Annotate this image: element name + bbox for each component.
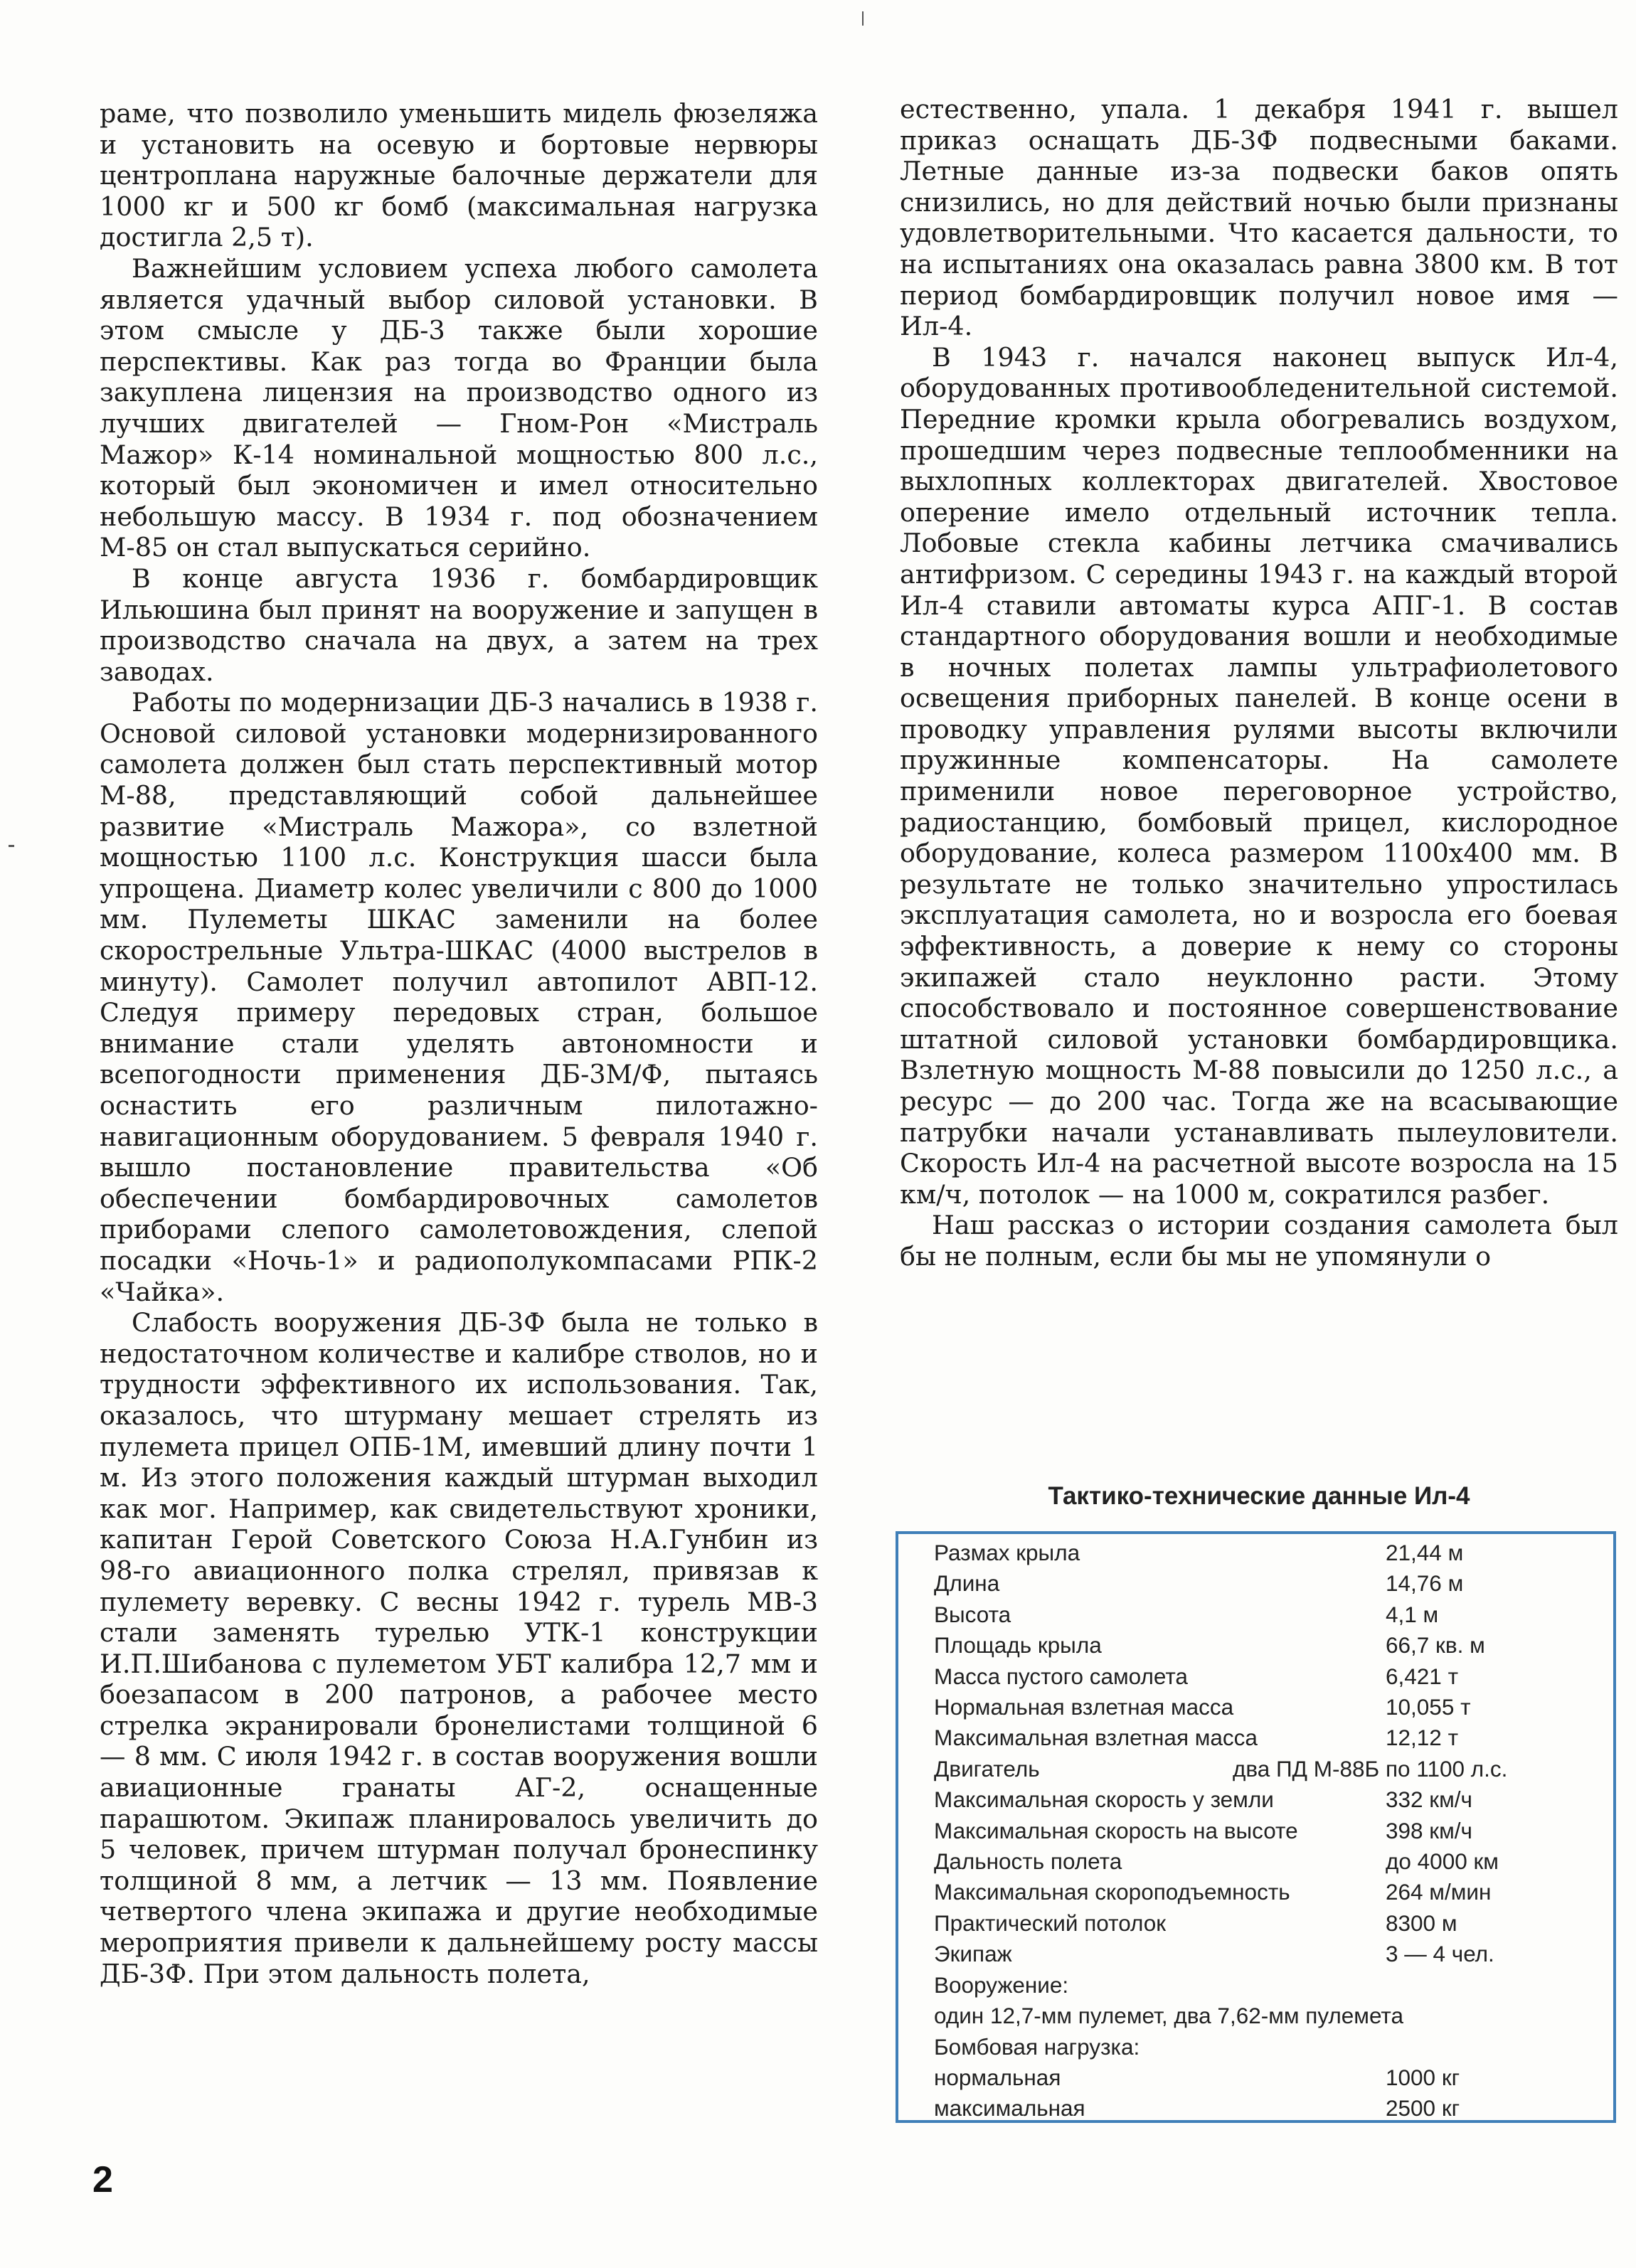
paragraph: В 1943 г. начался наконец выпуск Ил-4, оборудованных противообледенительной системой. Передние кромки крыла обогревались воздухом, прошедшим через подвесные теплообменники на выхлопных коллекторах двигателей. Хвостовое оперение имело отдельный источник тепла. Лобовые стекла кабины летчика смачивались антифризом. С середины 1943 г. на каждый второй Ил-4 ставили автоматы курса АПГ-1. В состав стандартного оборудования вошли и необходимые в ночных полетах лампы ультрафиолетового освещения приборных панелей. В конце осени в проводку управления рулями высоты включили пружинные компенсаторы. На самолете применили новое переговорное устройство, радиостанцию, бомбовый прицел, кислородное оборудование, колеса размером 1100x400 мм. В результате не только значительно упростилась эксплуатация самолета, но и возросла его боевая эффективность, а доверие к нему со стороны экипажей стало неуклонно расти. Этому способствовало и постоянное совершенствование штатной силовой установки бомбардировщика. Взлетную мощность М-88 повысили до 1250 л.с., а ресурс — до 200 час. Тогда же на всасывающие патрубки начали устанавливать пылеуловители. Скорость Ил-4 на расчетной высоте возросла на 15 км/ч, потолок — на 1000 м, сократился разбег. bbox=[900, 341, 1618, 1210]
spec-value: 21,44 м bbox=[1386, 1540, 1464, 1565]
spec-row bbox=[934, 2093, 1613, 2124]
spec-label: Максимальная скороподъемность bbox=[934, 1879, 1290, 1905]
scan-mark bbox=[862, 11, 864, 26]
paragraph: естественно, упала. 1 декабря 1941 г. вышел приказ оснащать ДБ-3Ф подвесными баками. Летные данные из-за подвески баков опять снизились, но для действий ночью были признаны удовлетворительными. Что касается дальности, то на испытаниях она оказалась равна 3800 км. В тот период бомбардировщик получил новое имя — Ил-4. bbox=[900, 94, 1618, 342]
spec-row bbox=[934, 1784, 1613, 1815]
spec-label: Максимальная скорость у земли bbox=[934, 1787, 1274, 1813]
spec-armament-value: один 12,7-мм пулемет, два 7,62-мм пулемета bbox=[934, 2003, 1404, 2029]
spec-row bbox=[934, 1538, 1613, 1568]
spec-armament-label: Вооружение: bbox=[934, 1971, 1069, 1998]
spec-value: 3 — 4 чел. bbox=[1386, 1941, 1494, 1967]
spec-value: 4,1 м bbox=[1386, 1601, 1439, 1627]
spec-row bbox=[934, 1692, 1613, 1723]
spec-label: Размах крыла bbox=[934, 1540, 1080, 1565]
spec-label: Площадь крыла bbox=[934, 1632, 1102, 1659]
spec-row bbox=[934, 1661, 1613, 1692]
spec-label: Масса пустого самолета bbox=[934, 1663, 1188, 1689]
spec-value: 264 м/мин bbox=[1386, 1879, 1492, 1905]
spec-label: Высота bbox=[934, 1601, 1011, 1627]
spec-row bbox=[934, 1630, 1613, 1661]
paragraph: Слабость вооружения ДБ-3Ф была не только в недостаточном количестве и калибре стволов, но и трудности эффективного их использования. Так, оказалось, что штурману мешает стрелять из пулемета прицел ОПБ-1М, имевший длину почти 1 м. Из этого положения каждый штурман выходил как мог. Например, как свидетельствуют хроники, капитан Герой Советского Союза Н.А.Гунбин из 98-го авиационного полка стрелял, привязав к пулемету веревку. С весны 1942 г. турель МВ-3 стали заменять турелью УТК-1 конструкции И.П.Шибанова с пулеметом УБТ калибра 12,7 мм и боезапасом в 200 патронов, а рабочее место стрелка экранировали бронелистами толщиной 6 — 8 мм. С июля 1942 г. в состав вооружения вошли авиационные гранаты АГ-2, оснащенные парашютом. Экипаж планировалось увеличить до 5 человек, причем штурман получал бронеспинку толщиной 8 мм, а летчик — 13 мм. Появление четвертого члена экипажа и другие необходимые мероприятия привели к дальнейшему росту массы ДБ-3Ф. При этом дальность полета, bbox=[100, 1307, 818, 1989]
spec-row bbox=[934, 1939, 1613, 1969]
spec-value: до 4000 км bbox=[1386, 1848, 1499, 1875]
spec-row bbox=[934, 1846, 1613, 1877]
paragraph: Важнейшим условием успеха любого самолета является удачный выбор силовой установки. В этом смысле у ДБ-3 также были хорошие перспективы. Как раз тогда во Франции была закуплена лицензия на производство одного из лучших двигателей — Гном-Рон «Мистраль Мажор» К-14 номинальной мощностью 800 л.с., который был экономичен и имел относительно небольшую массу. В 1934 г. под обозначением М-85 он стал выпускаться серийно. bbox=[100, 252, 818, 563]
spec-value: 332 км/ч bbox=[1386, 1787, 1472, 1813]
page-number: 2 bbox=[92, 2159, 113, 2200]
spec-label: Максимальная взлетная масса bbox=[934, 1725, 1258, 1751]
paragraph: В конце августа 1936 г. бомбардировщик Ильюшина был принят на вооружение и запущен в производство сначала на двух, а затем на трех заводах. bbox=[100, 563, 818, 687]
spec-value: 10,055 т bbox=[1386, 1694, 1471, 1720]
spec-value: 66,7 кв. м bbox=[1386, 1632, 1485, 1659]
spec-value: 6,421 т bbox=[1386, 1663, 1459, 1689]
spec-label: Длина bbox=[934, 1570, 1000, 1597]
spec-value: два ПД М-88Б по 1100 л.с. bbox=[1233, 1755, 1508, 1782]
spec-label: максимальная bbox=[934, 2095, 1085, 2121]
paragraph: Наш рассказ о истории создания самолета был бы не полным, если бы мы не упомянули о bbox=[900, 1210, 1618, 1272]
spec-row bbox=[934, 2062, 1613, 2093]
spec-row-engine bbox=[934, 1754, 1613, 1784]
spec-row bbox=[934, 1568, 1613, 1599]
left-column bbox=[100, 98, 818, 1989]
specs-table bbox=[896, 1531, 1616, 2123]
paragraph: раме, что позволило уменьшить мидель фюзеляжа и установить на осевую и бортовые нервюры центроплана наружные балочные держатели для 1000 кг и 500 кг бомб (максимальная нагрузка достигла 2,5 т). bbox=[100, 98, 818, 253]
spec-label: Максимальная скорость на высоте bbox=[934, 1817, 1298, 1843]
spec-label: Экипаж bbox=[934, 1941, 1012, 1967]
spec-label: нормальная bbox=[934, 2064, 1061, 2090]
spec-value: 1000 кг bbox=[1386, 2064, 1460, 2090]
specs-table-title: Тактико-технические данные Ил-4 bbox=[1048, 1482, 1470, 1510]
spec-row bbox=[934, 1877, 1613, 1907]
paragraph: Работы по модернизации ДБ-3 начались в 1938 г. Основой силовой установки модернизированного самолета должен был стать перспективный мотор М-88, представляющий собой дальнейшее развитие «Мистраль Мажора», со взлетной мощностью 1100 л.с. Конструкция шасси была упрощена. Диаметр колес увеличили с 800 до 1000 мм. Пулеметы ШКАС заменили на более скорострельные Ультра-ШКАС (4000 выстрелов в минуту). Самолет получил автопилот АВП-12. Следуя примеру передовых стран, большое внимание стали уделять автономности и всепогодности применения ДБ-3М/Ф, пытаясь оснастить его различным пилотажно-навигационным оборудованием. 5 февраля 1940 г. вышло постановление правительства «Об обеспечении бомбардировочных самолетов приборами слепого самолетовождения, слепой посадки «Ночь-1» и радиополукомпасами РПК-2 «Чайка». bbox=[100, 687, 818, 1307]
spec-label: Двигатель bbox=[934, 1755, 1040, 1782]
spec-value: 2500 кг bbox=[1386, 2095, 1460, 2121]
spec-row bbox=[934, 1908, 1613, 1939]
spec-label: Дальность полета bbox=[934, 1848, 1122, 1875]
spec-value: 398 км/ч bbox=[1386, 1817, 1472, 1843]
right-column bbox=[900, 94, 1618, 1272]
spec-label: Нормальная взлетная масса bbox=[934, 1694, 1234, 1720]
scan-mark bbox=[9, 845, 14, 847]
spec-row bbox=[934, 1723, 1613, 1753]
spec-value: 12,12 т bbox=[1386, 1725, 1459, 1751]
spec-row bbox=[934, 1599, 1613, 1630]
spec-value: 8300 м bbox=[1386, 1910, 1457, 1936]
spec-value: 14,76 м bbox=[1386, 1570, 1464, 1597]
spec-row bbox=[934, 1816, 1613, 1846]
spec-bomb-label: Бомбовая нагрузка: bbox=[934, 2033, 1140, 2060]
spec-label: Практический потолок bbox=[934, 1910, 1167, 1936]
